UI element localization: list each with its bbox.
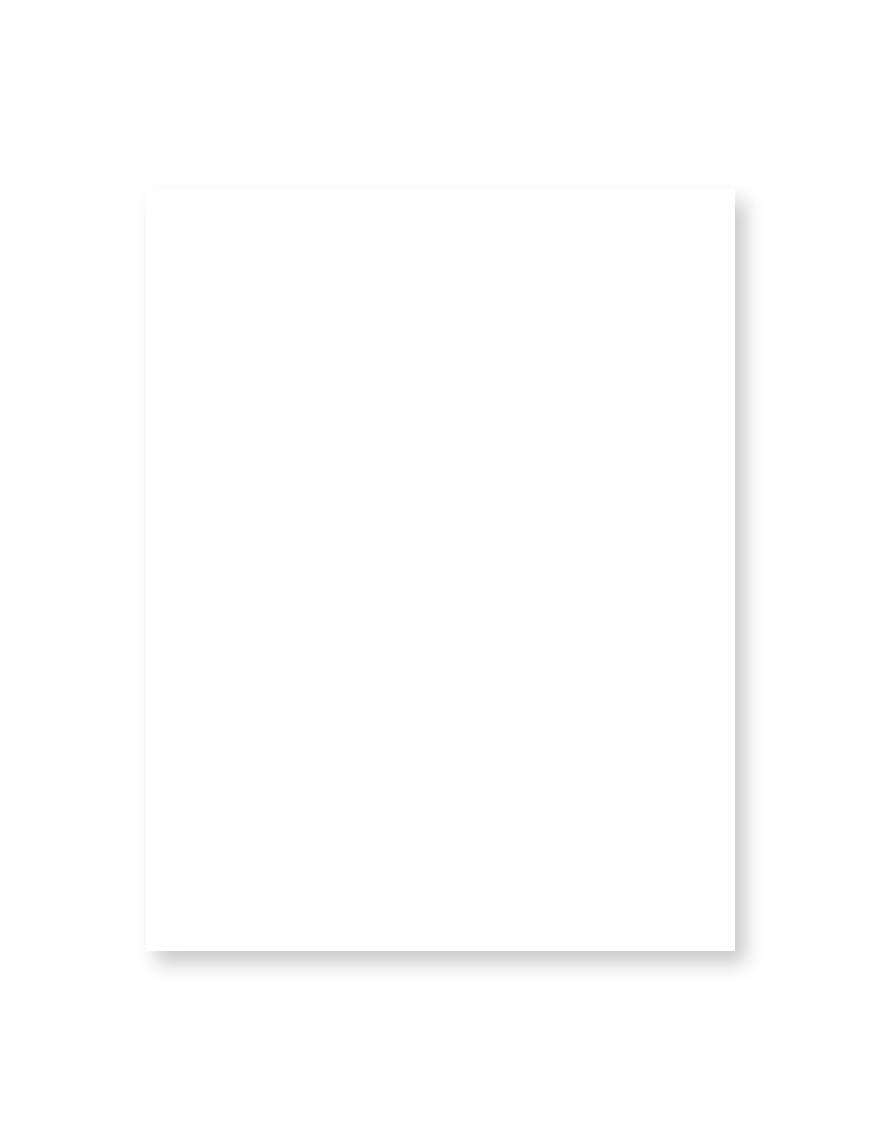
document-page bbox=[146, 189, 735, 951]
section-covenants bbox=[218, 255, 668, 307]
section-general-provisions bbox=[218, 513, 668, 550]
section-applicable-law bbox=[218, 702, 668, 724]
